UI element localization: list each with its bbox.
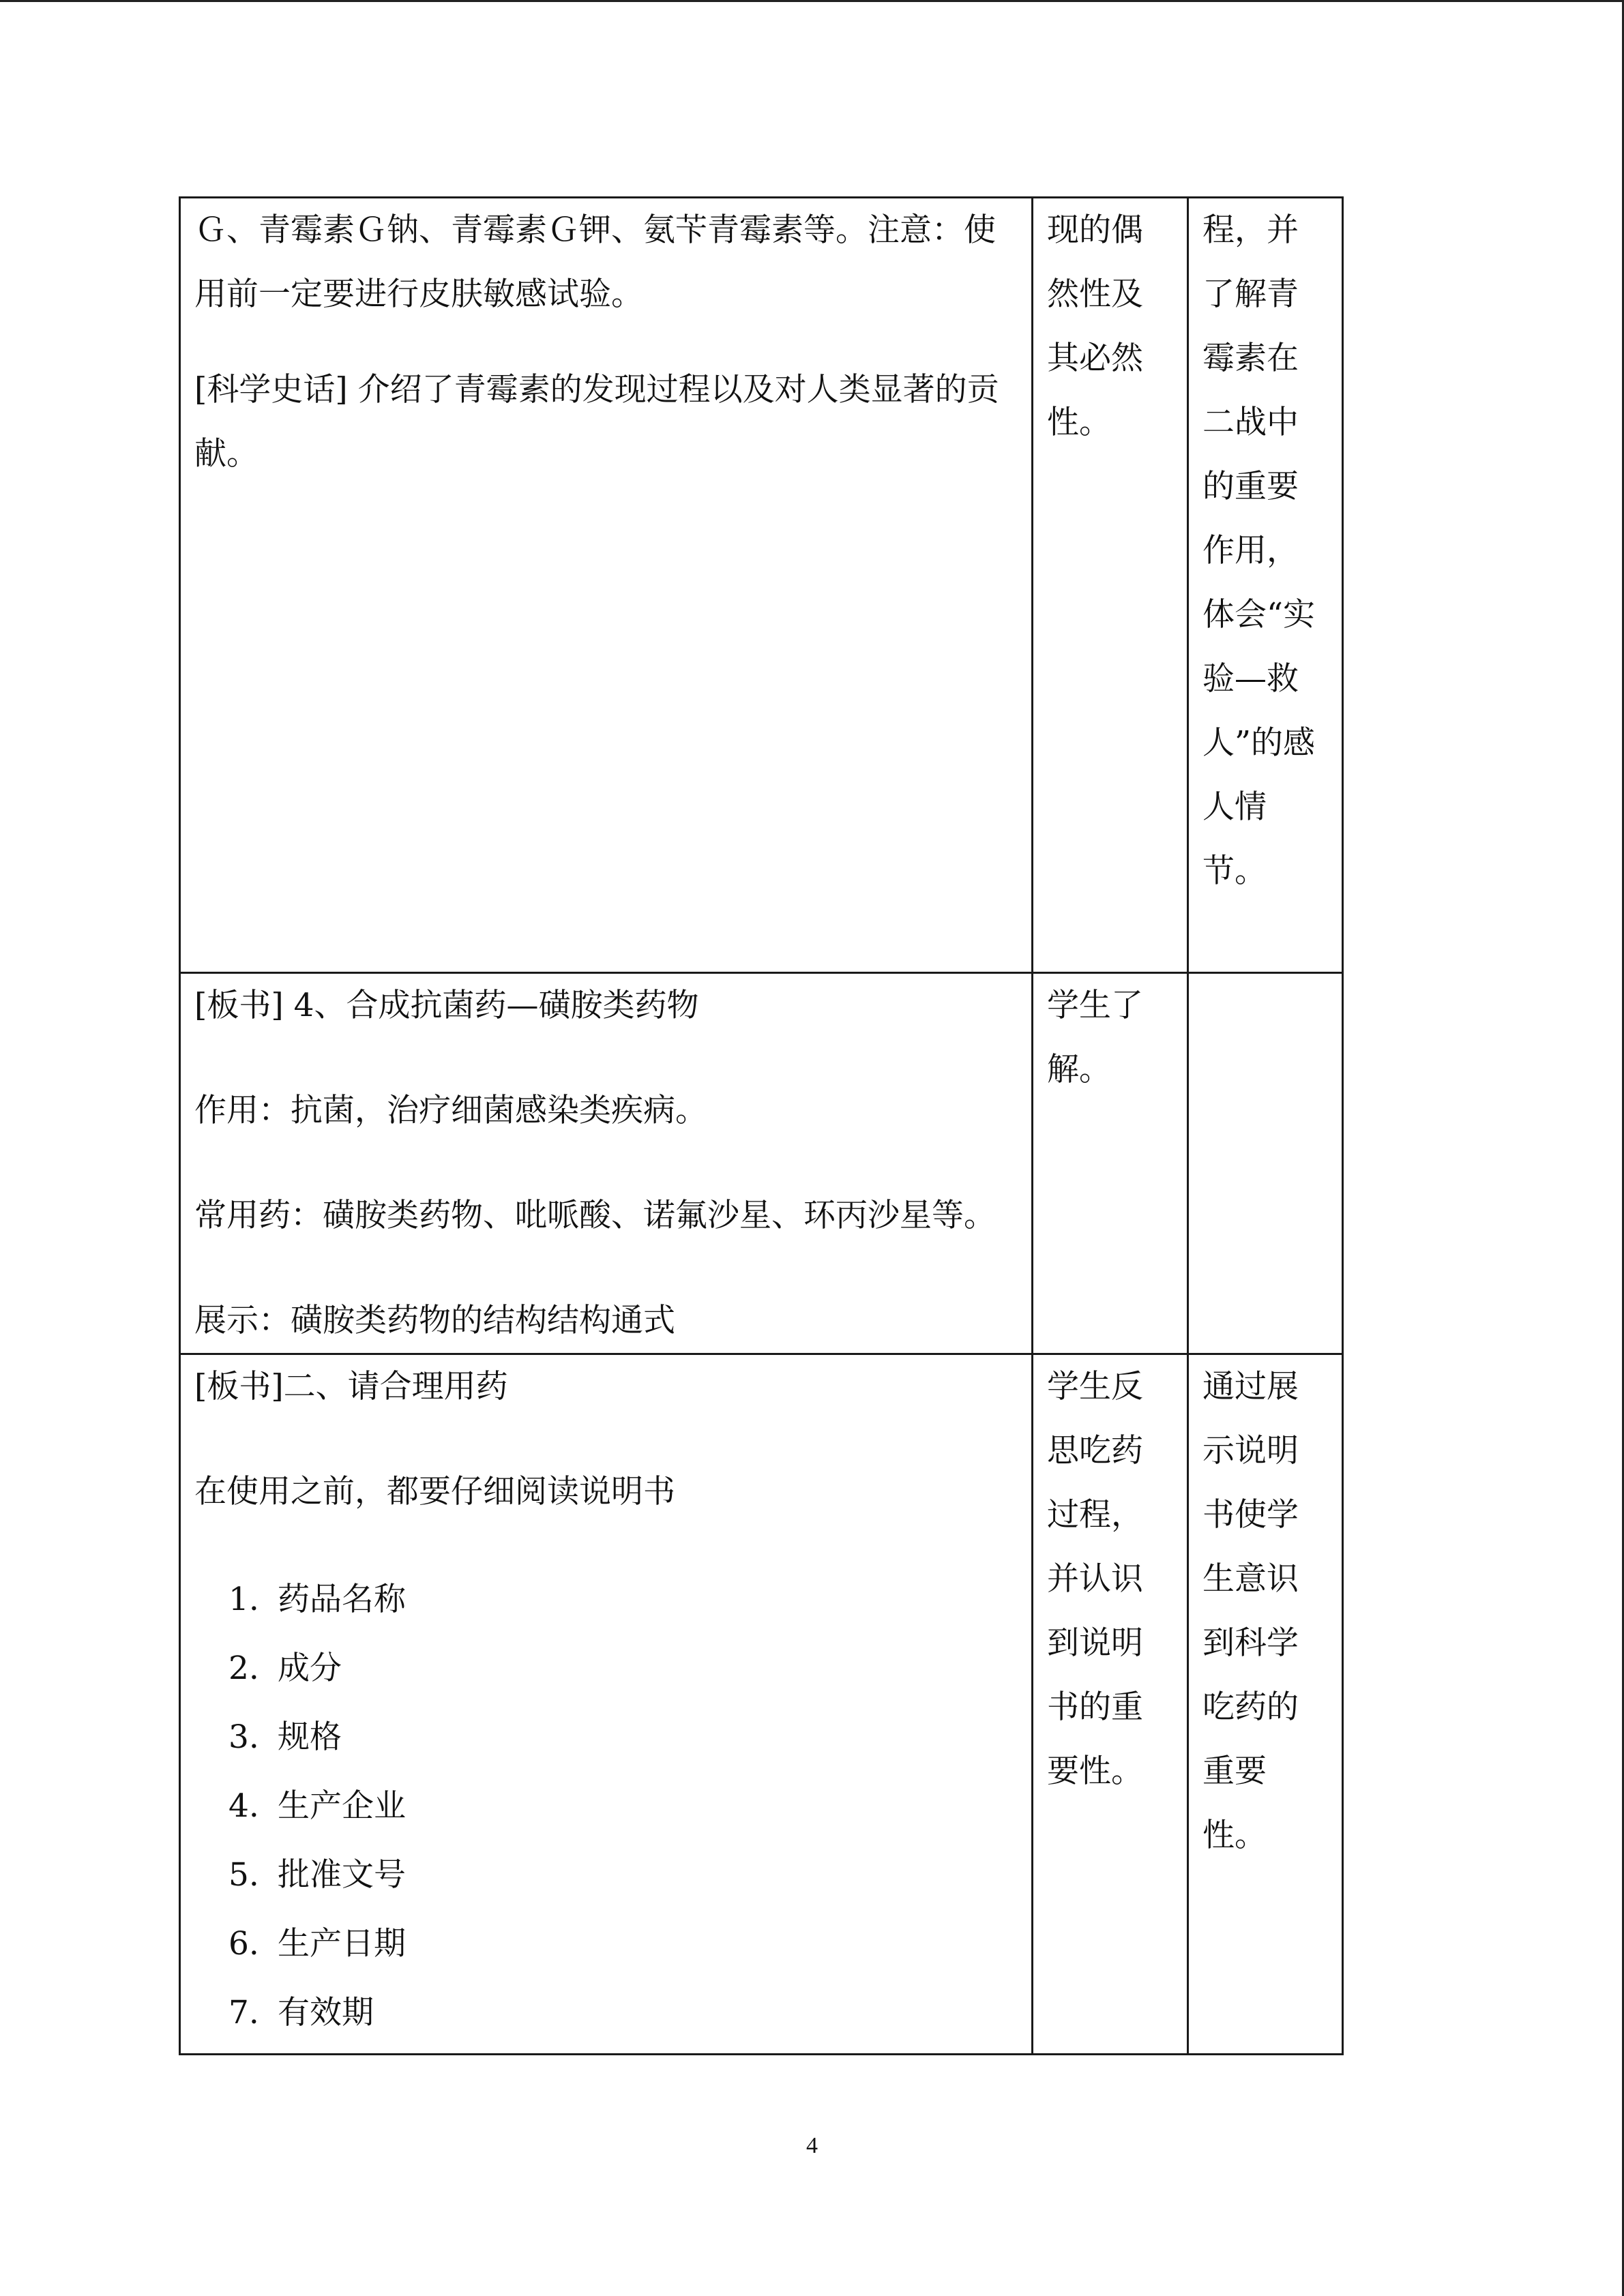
design-intent-cell: 程，并了解青霉素在二战中的重要作用，体会“实验—救人”的感人情节。	[1188, 198, 1343, 973]
list-item: 1. 药品名称	[228, 1581, 406, 1618]
teaching-content-cell	[180, 1354, 1033, 2055]
table-row	[180, 198, 1343, 973]
student-activity-cell: 现的偶然性及其必然性。	[1033, 198, 1188, 973]
lesson-plan-table	[179, 196, 1344, 2055]
instruction-checklist	[194, 1565, 1018, 2047]
content-paragraph: 常用药：磺胺类药物、吡哌酸、诺氟沙星、环丙沙星等。	[194, 1197, 996, 1234]
list-item: 3. 规格	[228, 1718, 342, 1756]
content-paragraph: 作用：抗菌，治疗细菌感染类疾病。	[194, 1092, 707, 1129]
content-paragraph: [科学史话] 介绍了青霉素的发现过程以及对人类显著的贡献。	[194, 371, 999, 473]
student-activity-cell: 学生反思吃药过程，并认识到说明书的重要性。	[1033, 1354, 1188, 2055]
list-item: 2. 成分	[228, 1650, 342, 1687]
board-heading: [板书] 4、合成抗菌药—磺胺类药物	[194, 987, 699, 1024]
list-item: 7. 有效期	[228, 1994, 374, 2031]
teaching-content-cell	[180, 973, 1033, 1354]
content-paragraph: 展示：磺胺类药物的结构结构通式	[194, 1302, 675, 1339]
content-paragraph: 在使用之前，都要仔细阅读说明书	[194, 1473, 675, 1510]
student-activity-cell: 学生了解。	[1033, 973, 1188, 1354]
design-intent-cell: 通过展示说明书使学生意识到科学吃药的重要性。	[1188, 1354, 1343, 2055]
table-row	[180, 1354, 1343, 2055]
content-paragraph: Ｇ、青霉素Ｇ钠、青霉素Ｇ钾、氨苄青霉素等。注意：使用前一定要进行皮肤敏感试验。	[194, 211, 996, 313]
page-number: 4	[806, 2133, 818, 2158]
design-intent-cell	[1188, 973, 1343, 1354]
table-row	[180, 973, 1343, 1354]
teaching-content-cell	[180, 198, 1033, 973]
page-border-top	[0, 0, 1624, 2]
list-item: 6. 生产日期	[228, 1925, 406, 1963]
board-heading: [板书]二、请合理用药	[194, 1368, 508, 1405]
list-item: 5. 批准文号	[228, 1856, 406, 1894]
list-item: 4. 生产企业	[228, 1787, 406, 1825]
